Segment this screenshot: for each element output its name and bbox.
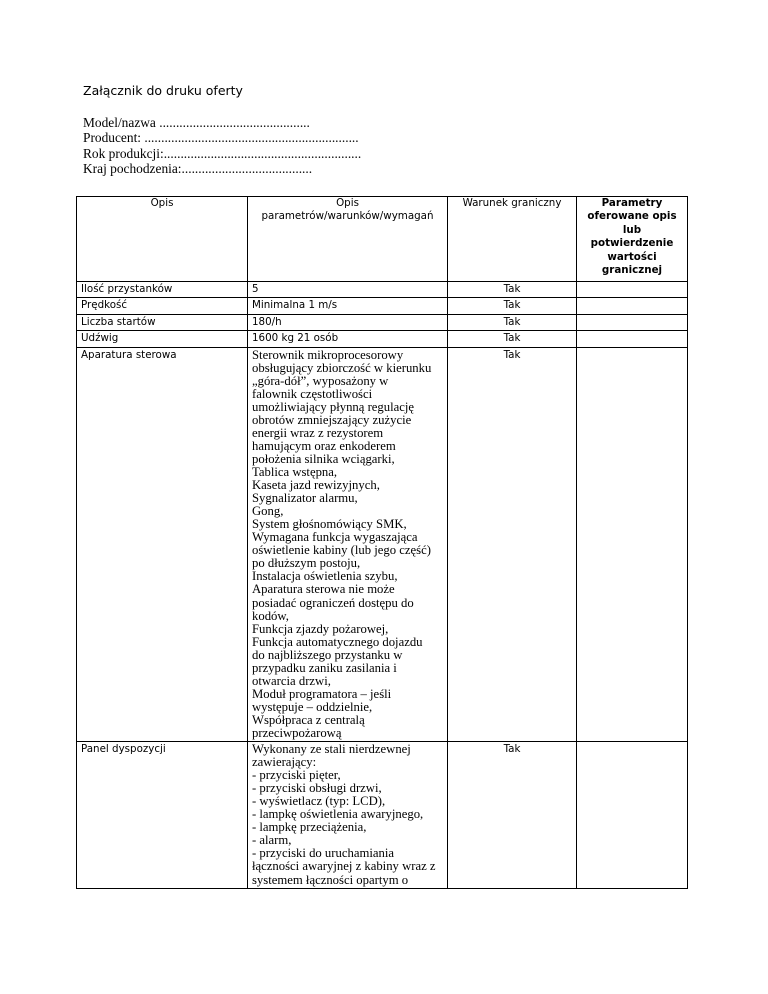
- row-condition: Tak: [448, 298, 577, 314]
- description-line: Tablica wstępna,: [252, 465, 338, 480]
- description-line: Minimalna 1 m/s: [252, 299, 338, 312]
- offer-fields: [83, 115, 361, 177]
- description-line: umożliwiający płynną regulację: [252, 399, 415, 414]
- row-name: Ilość przystanków: [77, 282, 248, 298]
- row-offered-value[interactable]: [577, 331, 688, 347]
- table-row: [77, 742, 688, 889]
- description-line: 180/h: [252, 315, 282, 328]
- field-model: Model/nazwa .............................................: [83, 115, 310, 130]
- description-line: Funkcja zjazdy pożarowej,: [252, 621, 389, 636]
- row-offered-value[interactable]: [577, 314, 688, 330]
- field-production-year: Rok produkcji:...........................................................: [83, 145, 362, 161]
- description-line: System głośnomówiący SMK,: [252, 517, 407, 532]
- table-row: [77, 282, 688, 298]
- description-line: falownik częstotliwości: [252, 386, 373, 401]
- description-line: położenia silnika wciągarki,: [252, 452, 395, 466]
- description-line: łączności awaryjnej z kabiny wraz z: [252, 859, 436, 874]
- field-producer: Producent: ................................................................: [83, 130, 359, 146]
- row-condition: Tak: [448, 742, 577, 889]
- table-row: [77, 298, 688, 314]
- row-offered-value[interactable]: [577, 742, 688, 889]
- row-name: Prędkość: [77, 298, 248, 314]
- description-line: Wykonany ze stali nierdzewnej: [252, 742, 411, 757]
- description-line: przeciwpożarową: [252, 725, 342, 740]
- row-condition: Tak: [448, 282, 577, 298]
- header-parameter-description: Opis parametrów/warunków/wymagań: [248, 197, 448, 282]
- table-row: [77, 331, 688, 347]
- description-line: przypadku zaniku zasilania i: [252, 660, 397, 675]
- table-body: [77, 282, 688, 889]
- description-line: występuje – oddzielnie,: [252, 699, 373, 714]
- table-header-row: [77, 197, 688, 282]
- specification-table: [76, 196, 688, 889]
- table-row: [77, 347, 688, 741]
- row-description: [248, 331, 448, 347]
- description-line: Funkcja automatycznego dojazdu: [252, 634, 423, 649]
- description-line: Sygnalizator alarmu,: [252, 491, 358, 506]
- row-condition: Tak: [448, 347, 577, 741]
- description-line: - przyciski obsługi drzwi,: [252, 781, 382, 796]
- description-line: Współpraca z centralą: [252, 712, 365, 727]
- description-line: 1600 kg 21 osób: [252, 332, 339, 345]
- header-boundary-condition: Warunek graniczny: [448, 197, 577, 282]
- row-offered-value[interactable]: [577, 282, 688, 298]
- row-condition: Tak: [448, 314, 577, 330]
- description-line: do najbliższego przystanku w: [252, 647, 403, 662]
- row-name: Panel dyspozycji: [77, 742, 248, 889]
- description-line: Instalacja oświetlenia szybu,: [252, 569, 398, 584]
- description-line: obrotów zmniejszający zużycie: [252, 412, 412, 427]
- description-line: posiadać ograniczeń dostępu do: [252, 595, 414, 610]
- description-line: Moduł programatora – jeśli: [252, 686, 392, 701]
- description-line: - przyciski do uruchamiania: [252, 846, 394, 861]
- row-description: [248, 282, 448, 298]
- row-offered-value[interactable]: [577, 298, 688, 314]
- description-line: otwarcia drzwi,: [252, 673, 331, 688]
- row-condition: Tak: [448, 331, 577, 347]
- description-line: systemem łączności opartym o: [252, 872, 409, 887]
- description-line: po dłuższym postoju,: [252, 556, 361, 571]
- description-line: Sterownik mikroprocesorowy: [252, 347, 404, 362]
- description-line: 5: [252, 283, 259, 295]
- description-line: hamującym oraz enkoderem: [252, 438, 396, 453]
- description-line: obsługujący zbiorczość w kierunku: [252, 360, 432, 375]
- description-line: - lampkę przeciążenia,: [252, 820, 367, 835]
- field-country-of-origin: Kraj pochodzenia:.......................................: [83, 161, 313, 177]
- row-description: [248, 314, 448, 330]
- description-line: Gong,: [252, 504, 284, 519]
- description-line: Kaseta jazd rewizyjnych,: [252, 478, 380, 493]
- description-line: Aparatura sterowa nie może: [252, 582, 395, 597]
- row-name: Udźwig: [77, 331, 248, 347]
- document-heading: Załącznik do druku oferty: [83, 83, 243, 98]
- description-line: energii wraz z rezystorem: [252, 425, 384, 440]
- description-line: - przyciski pięter,: [252, 768, 341, 783]
- header-offered-parameters: Parametry oferowane opis lub potwierdzenie wartości granicznej: [577, 197, 688, 282]
- description-line: kodów,: [252, 608, 289, 623]
- description-line: zawierający:: [252, 755, 317, 770]
- row-name: Aparatura sterowa: [77, 347, 248, 741]
- description-line: - alarm,: [252, 833, 292, 848]
- description-line: - lampkę oświetlenia awaryjnego,: [252, 807, 424, 822]
- description-line: oświetlenie kabiny (lub jego część): [252, 543, 431, 558]
- description-line: - wyświetlacz (typ: LCD),: [252, 794, 386, 809]
- description-line: „góra-dół”, wyposażony w: [252, 373, 389, 388]
- row-name: Liczba startów: [77, 314, 248, 330]
- row-offered-value[interactable]: [577, 347, 688, 741]
- row-description: [248, 298, 448, 314]
- header-description: Opis: [77, 197, 248, 282]
- row-description: [248, 347, 448, 741]
- description-line: Wymagana funkcja wygaszająca: [252, 530, 418, 545]
- row-description: [248, 742, 448, 889]
- table-row: [77, 314, 688, 330]
